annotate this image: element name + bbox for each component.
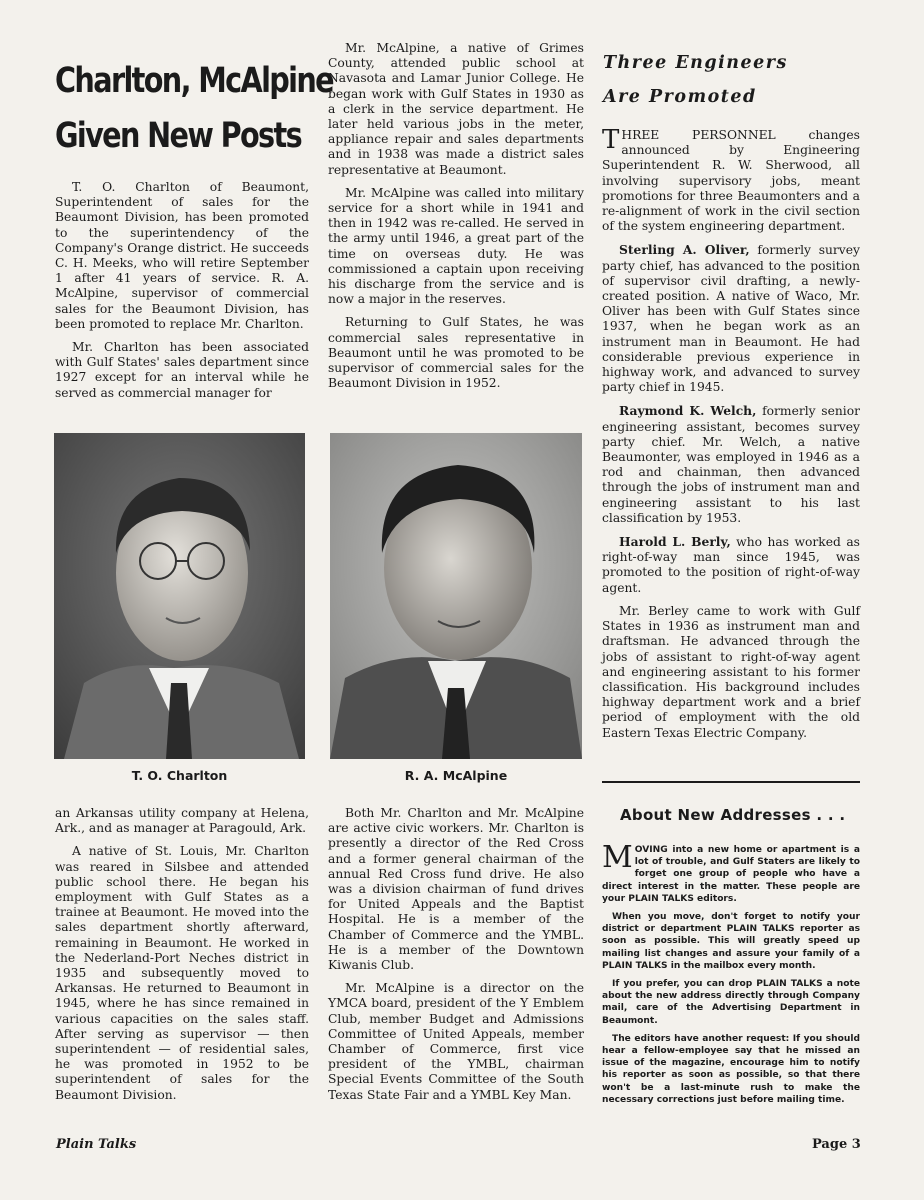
paragraph-continued: an Arkansas utility company at Helena, Ark., and as manager at Paragould, Ark.	[55, 806, 309, 836]
engineers-p2	[602, 403, 860, 526]
photo-charlton	[54, 433, 305, 759]
paragraph-text: who has worked as right-of-way man since 1945, was promoted to the position of right-of-way agent.	[602, 535, 860, 595]
person-name: Harold L. Berly,	[619, 534, 731, 550]
person-name: Raymond K. Welch,	[619, 403, 757, 419]
paragraph: Mr. McAlpine is a director on the YMCA board, president of the Y Emblem Club, member Budget and Admissions Committee of United Appeals, member Chamber of Commerce, first vice president of the YMBL, chairman Special Events Committee of the South Texas State Fair and a YMBL Key Man.	[328, 981, 584, 1102]
engineers-column	[602, 125, 860, 749]
engineers-p1	[602, 242, 860, 395]
engineers-headline-line-2: Are Promoted	[603, 87, 757, 107]
addresses-p2: When you move, don't forget to notify your district or department PLAIN TALKS reporter as soon as possible. This will greatly speed up mailing list changes and assure your family of a PLAIN TALKS in the mailbox every month.	[602, 912, 860, 971]
engineers-headline	[603, 46, 863, 114]
engineers-p4: Mr. Berley came to work with Gulf States in 1936 as instrument man and draftsman. He advanced through the jobs of assistant to right-of-way agent and engineering assistant to his former classification. His background includes highway department work and a brief period of employment with the old Eastern Texas Electric Company.	[602, 603, 860, 740]
paragraph: A native of St. Louis, Mr. Charlton was reared in Silsbee and attended public school there. He began his employment with Gulf States as a trainee at Beaumont. He moved into the sales department shortly afterward, remaining in Beaumont. He worked in the Nederland-Port Neches district in 1935 and subsequently moved to Arkansas. He returned to Beaumont in 1945, where he has since remained in various capacities on the sales staff. After serving as supervisor — then superintendent — of residential sales, he was promoted in 1952 to be superintendent of sales for the Beaumont Division.	[55, 844, 309, 1102]
headline-line-2: Given New Posts	[55, 116, 302, 156]
article-column-1-bottom	[55, 806, 309, 1111]
engineers-headline-line-1: Three Engineers	[603, 53, 788, 73]
photo-mcalpine	[330, 433, 582, 759]
paragraph: Mr. McAlpine was called into military service for a short while in 1941 and then in 1942 was re-called. He served in the army until 1946, a great part of the time on overseas duty. He was commissioned a captain upon receiving his discharge from the service and is now a major in the reserves.	[328, 185, 584, 307]
addresses-box	[602, 840, 860, 1112]
headline-line-1: Charlton, McAlpine	[55, 61, 334, 101]
paragraph: Both Mr. Charlton and Mr. McAlpine are active civic workers. Mr. Charlton is presently a director of the Red Cross and a former general chairman of the annual Red Cross fund drive. He also was a division chairman of fund drives for United Appeals and the Baptist Hospital. He is a member of the Chamber of Commerce and the YMBL. He is a member of the Downtown Kiwanis Club.	[328, 806, 584, 973]
section-divider	[602, 781, 860, 783]
addresses-dropcap: M	[602, 840, 633, 875]
article-column-2-top	[328, 41, 584, 399]
caption-charlton: T. O. Charlton	[131, 768, 228, 783]
engineers-dropcap: T	[602, 125, 620, 155]
paragraph: Mr. McAlpine, a native of Grimes County, attended public school at Navasota and Lamar Junior College. He began work with Gulf States in 1930 as a clerk in the service department. He later held various jobs in the meter, appliance repair and sales departments and in 1938 was made a district sales representative at Beaumont.	[328, 41, 584, 177]
addresses-p3: If you prefer, you can drop PLAIN TALKS a note about the new address directly through Company mail, care of the Advertising Department in Beaumont.	[602, 979, 860, 1026]
caption-mcalpine: R. A. McAlpine	[404, 768, 508, 783]
paragraph: Mr. Charlton has been associated with Gulf States' sales department since 1927 except for an interval while he served as commercial manager for	[55, 340, 309, 400]
paragraph-text: formerly survey party chief, has advanced to the position of supervisor civil drafting, a newly-created position. A native of Waco, Mr. Oliver has been with Gulf States since 1937, when he began work as an instrument man in Beaumont. He had considerable previous experience in highway work, and advanced to survey party chief in 1945.	[602, 243, 860, 395]
footer-publication-name: Plain Talks	[56, 1137, 137, 1152]
portrait-mcalpine-image	[330, 433, 582, 759]
paragraph-text: formerly senior engineering assistant, becomes survey party chief. Mr. Welch, a native Beaumonter, was employed in 1946 as a rod and chainman, then advanced through the jobs of instrument man and engineering assistant to his last classification by 1953.	[602, 404, 860, 525]
addresses-p4: The editors have another request: If you should hear a fellow-employee say that he missed an issue of the magazine, encourage him to notify his reporter as soon as possible, so that there won't be a last-minute rush to make the necessary corrections just before mailing time.	[602, 1033, 860, 1105]
person-name: Sterling A. Oliver,	[619, 242, 750, 258]
addresses-p1	[602, 840, 860, 905]
engineers-intro-text: HREE PERSONNEL changes announced by Engineering Superintendent R. W. Sherwood, all involving supervisory jobs, meant promotions for three Beaumonters and a re-alignment of work in the civil section of the system engineering department.	[602, 128, 860, 234]
engineers-intro	[602, 125, 860, 234]
paragraph: T. O. Charlton of Beaumont, Superintendent of sales for the Beaumont Division, has been promoted to the superintendency of the Company's Orange district. He succeeds C. H. Meeks, who will retire September 1 after 41 years of service. R. A. McAlpine, supervisor of commercial sales for the Beaumont Division, has been promoted to replace Mr. Charlton.	[55, 180, 309, 331]
article-headline	[55, 54, 334, 164]
paragraph-text: OVING into a new home or apartment is a lot of trouble, and Gulf Staters are likely to forget one group of people who have a direct interest in the matter. These people are your PLAIN TALKS editors.	[602, 845, 860, 904]
footer-page-number: Page 3	[812, 1137, 861, 1152]
engineers-p3	[602, 534, 860, 596]
paragraph: Returning to Gulf States, he was commercial sales representative in Beaumont until he was promoted to be supervisor of commercial sales for the Beaumont Division in 1952.	[328, 315, 584, 391]
article-column-1-top	[55, 180, 309, 409]
addresses-title: About New Addresses . . .	[620, 806, 846, 824]
article-column-2-bottom	[328, 806, 584, 1111]
portrait-charlton-image	[54, 433, 305, 759]
